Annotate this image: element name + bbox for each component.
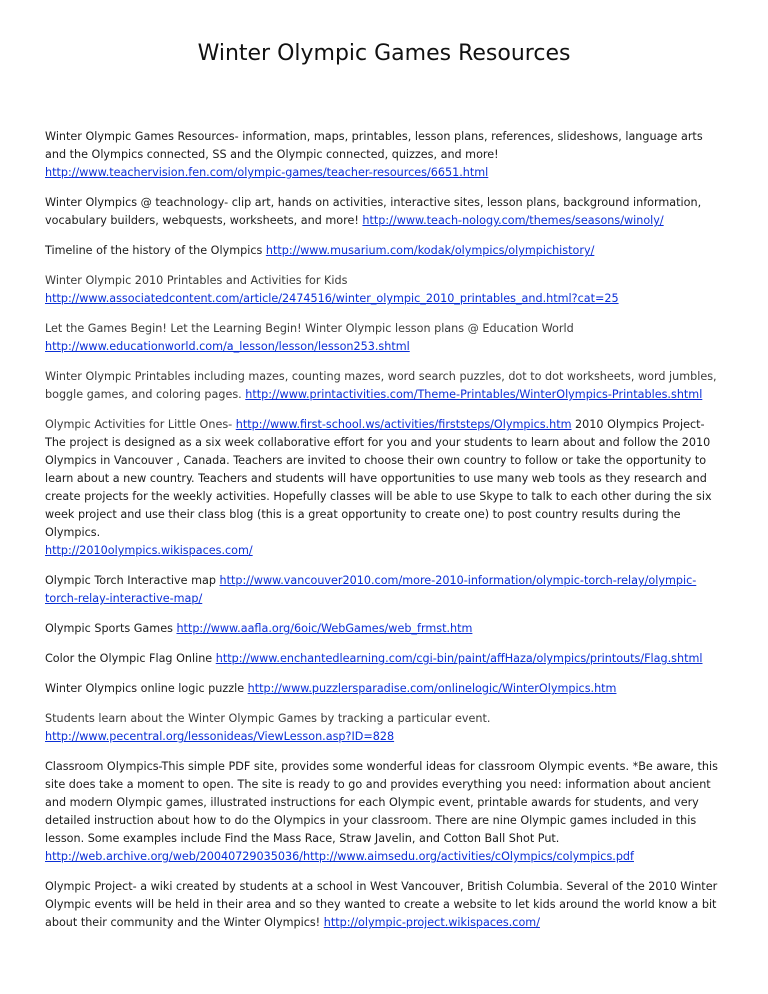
resource-paragraph	[45, 572, 725, 608]
resource-link[interactable]: http://www.educationworld.com/a_lesson/lesson/lesson253.shtml	[45, 340, 410, 353]
resource-link[interactable]: http://www.teach-nology.com/themes/seasons/winoly/	[362, 214, 664, 227]
resource-paragraph	[45, 128, 725, 182]
resource-paragraph	[45, 194, 725, 230]
resource-description: Students learn about the Winter Olympic Games by tracking a particular event.	[45, 712, 491, 725]
resource-description: Timeline of the history of the Olympics	[45, 244, 266, 257]
resource-description: Olympic Activities for Little Ones-	[45, 418, 236, 431]
resource-paragraph	[45, 242, 725, 260]
resource-link[interactable]: http://web.archive.org/web/20040729035036/http://www.aimsedu.org/activities/cOlympics/colympics.pdf	[45, 850, 634, 863]
resource-paragraph	[45, 416, 725, 560]
resource-description: Winter Olympic Printables including mazes, counting mazes, word search puzzles, dot to dot worksheets, word jumbles, boggle games, and coloring pages.	[45, 370, 717, 401]
resource-paragraph	[45, 758, 725, 866]
resource-link[interactable]: http://www.printactivities.com/Theme-Printables/WinterOlympics-Printables.shtml	[245, 388, 703, 401]
resource-description: Olympic Project- a wiki created by students at a school in West Vancouver, British Columbia. Several of the 2010 Winter Olympic events will be held in their area and so they wanted to create a website to let kids around the world know a bit about their community and the Winter Olympics!	[45, 880, 718, 929]
page-title: Winter Olympic Games Resources	[197, 41, 571, 66]
resource-list	[45, 128, 725, 944]
resource-link[interactable]: http://www.pecentral.org/lessonideas/ViewLesson.asp?ID=828	[45, 730, 395, 743]
resource-description: Classroom Olympics-This simple PDF site, provides some wonderful ideas for classroom Olympic events. *Be aware, this site does take a moment to open. The site is ready to go and provides everything you need: information about ancient and modern Olympic games, illustrated instructions for each Olympic event, printable awards for students, and very detailed instruction about how to do the Olympics in your classroom. There are nine Olympic games included in this lesson. Some examples include Find the Mass Race, Straw Javelin, and Cotton Ball Shot Put.	[45, 760, 718, 845]
resource-description: Color the Olympic Flag Online	[45, 652, 216, 665]
resource-description: Olympic Sports Games	[45, 622, 177, 635]
resource-link[interactable]: http://www.teachervision.fen.com/olympic-games/teacher-resources/6651.html	[45, 166, 489, 179]
resource-paragraph	[45, 710, 725, 746]
resource-description: Let the Games Begin! Let the Learning Begin! Winter Olympic lesson plans @ Education World	[45, 322, 574, 335]
resource-paragraph	[45, 878, 725, 932]
resource-paragraph	[45, 620, 725, 638]
resource-link-secondary[interactable]: http://2010olympics.wikispaces.com/	[45, 544, 253, 557]
resource-link[interactable]: http://www.puzzlersparadise.com/onlinelogic/WinterOlympics.htm	[247, 682, 617, 695]
resource-description: Winter Olympics online logic puzzle	[45, 682, 248, 695]
resource-description: Winter Olympic 2010 Printables and Activities for Kids	[45, 274, 348, 287]
resource-link[interactable]: http://www.aafla.org/6oic/WebGames/web_frmst.htm	[176, 622, 473, 635]
resource-link[interactable]: http://www.musarium.com/kodak/olympics/olympichistory/	[265, 244, 595, 257]
resource-paragraph	[45, 272, 725, 308]
resource-link[interactable]: http://olympic-project.wikispaces.com/	[323, 916, 540, 929]
resource-description-continued: 2010 Olympics Project- The project is designed as a six week collaborative effort for you and your students to learn about and follow the 2010 Olympics in Vancouver , Canada. Teachers are invited to choose their own country to follow or take the opportunity to learn about a new country. Teachers and students will have opportunities to use many web tools as they research and create projects for the weekly activities. Hopefully classes will be able to use Skype to talk to each other during the six week project and use their class blog (this is a great opportunity to create one) to post country results during the Olympics.	[45, 418, 712, 539]
resource-paragraph	[45, 680, 725, 698]
resource-paragraph	[45, 368, 725, 404]
resource-paragraph	[45, 320, 725, 356]
resource-link[interactable]: http://www.associatedcontent.com/article/2474516/winter_olympic_2010_printables_and.html?cat=25	[45, 292, 619, 305]
resource-description: Winter Olympics @ teachnology- clip art, hands on activities, interactive sites, lesson plans, background information, vocabulary builders, webquests, worksheets, and more!	[45, 196, 702, 227]
resource-description: Winter Olympic Games Resources- information, maps, printables, lesson plans, references, slideshows, language arts and the Olympics connected, SS and the Olympic connected, quizzes, and more!	[45, 130, 703, 161]
resource-link[interactable]: http://www.first-school.ws/activities/firststeps/Olympics.htm	[235, 418, 572, 431]
resource-description: Olympic Torch Interactive map	[45, 574, 220, 587]
resource-paragraph	[45, 650, 725, 668]
resource-link[interactable]: http://www.enchantedlearning.com/cgi-bin/paint/affHaza/olympics/printouts/Flag.shtml	[215, 652, 703, 665]
resource-link[interactable]: http://www.vancouver2010.com/more-2010-information/olympic-torch-relay/olympic-torch-relay-interactive-map/	[45, 574, 697, 605]
